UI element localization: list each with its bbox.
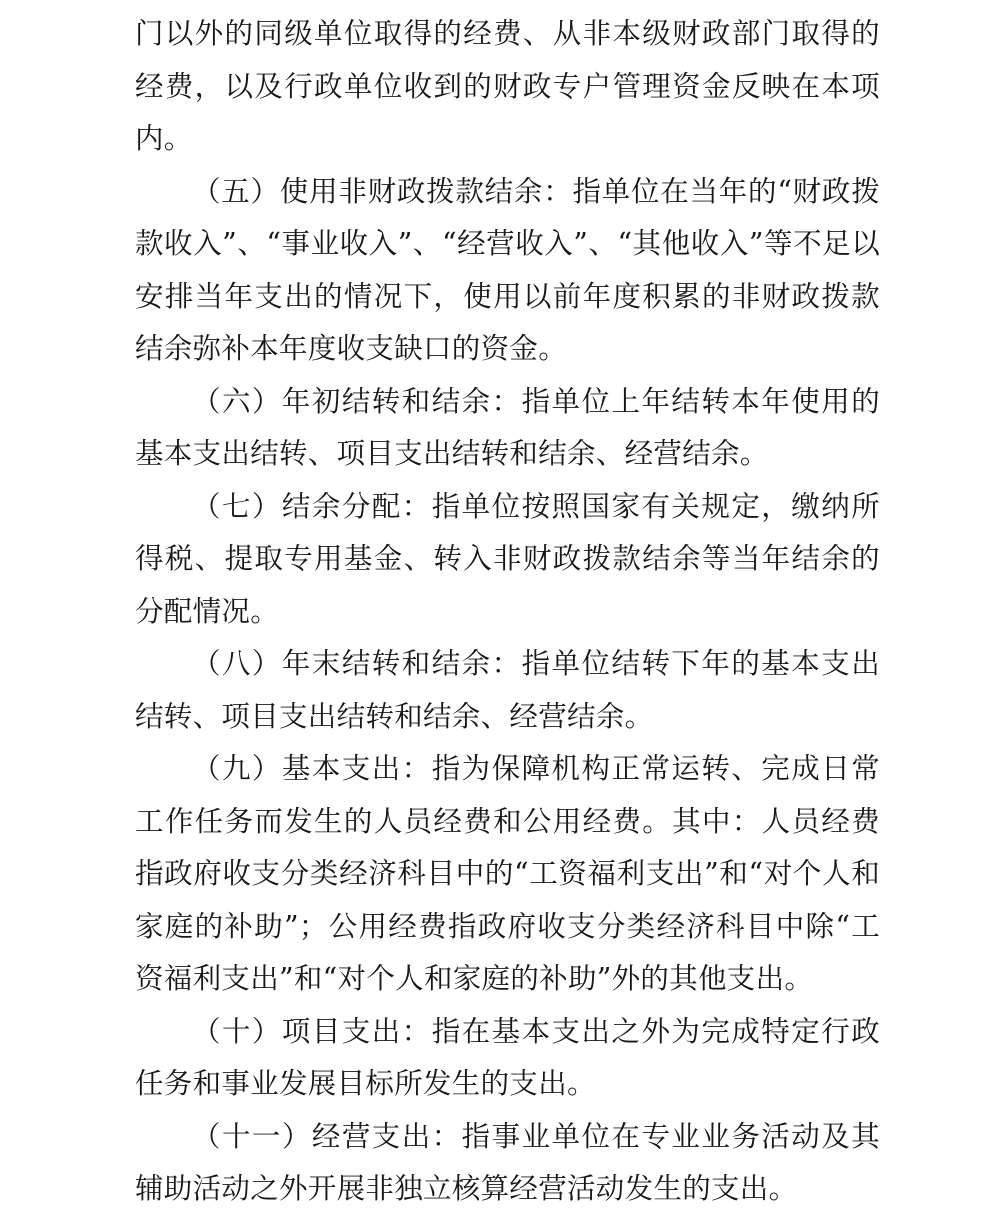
paragraph-item-6: （六）年初结转和结余：指单位上年结转本年使用的基本支出结转、项目支出结转和结余、经营结余。 xyxy=(135,384,880,470)
paragraph-item-9: （九）基本支出：指为保障机构正常运转、完成日常工作任务而发生的人员经费和公用经费。其中：人员经费指政府收支分类经济科目中的“工资福利支出”和“对个人和家庭的补助”；公用经费指政府收支分类经济科目中除“工资福利支出”和“对个人和家庭的补助”外的其他支出。 xyxy=(135,752,880,995)
paragraph-item-5: （五）使用非财政拨款结余：指单位在当年的“财政拨款收入”、“事业收入”、“经营收入”、“其他收入”等不足以安排当年支出的情况下，使用以前年度积累的非财政拨款结余弥补本年度收支缺口的资金。 xyxy=(135,174,880,365)
paragraph-item-7: （七）结余分配：指单位按照国家有关规定，缴纳所得税、提取专用基金、转入非财政拨款结余等当年结余的分配情况。 xyxy=(135,489,880,628)
paragraph-item-11: （十一）经营支出：指事业单位在专业业务活动及其辅助活动之外开展非独立核算经营活动发生的支出。 xyxy=(135,1119,880,1205)
paragraph-item-8: （八）年末结转和结余：指单位结转下年的基本支出结转、项目支出结转和结余、经营结余。 xyxy=(135,647,880,733)
paragraph-continuation: 门以外的同级单位取得的经费、从非本级财政部门取得的经费，以及行政单位收到的财政专户管理资金反映在本项内。 xyxy=(135,17,880,155)
paragraph-item-10: （十）项目支出：指在基本支出之外为完成特定行政任务和事业发展目标所发生的支出。 xyxy=(135,1014,880,1100)
